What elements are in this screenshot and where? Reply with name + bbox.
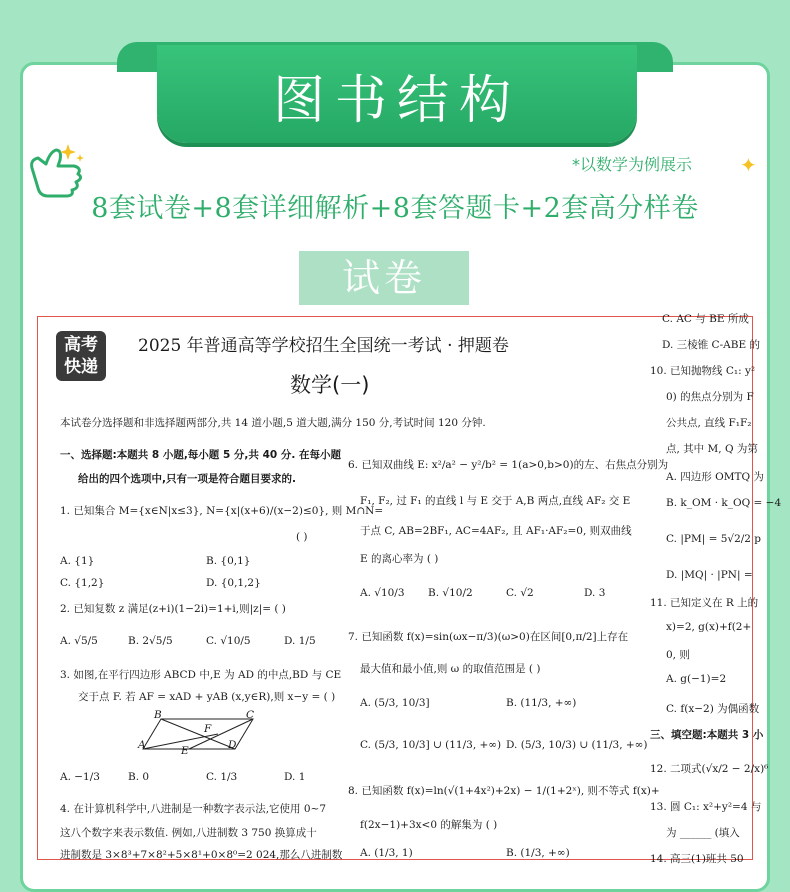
exam-title: 2025 年普通高等学校招生全国统一考试 · 押题卷 (138, 336, 509, 356)
question-4-line3: 进制数是 3×8³+7×8²+5×8¹+0×8⁰=2 024,那么八进制数 (60, 849, 343, 861)
question-11: 11. 已知定义在 R 上的 (650, 597, 759, 609)
q1-option-b: B. {0,1} (206, 555, 251, 567)
question-13-line2: 为 ______ (填入 (666, 827, 740, 839)
question-7: 7. 已知函数 f(x)=sin(ωx−π/3)(ω>0)在区间[0,π/2]上存在 (348, 631, 629, 643)
question-7-line2: 最大值和最小值,则 ω 的取值范围是 ( ) (360, 663, 541, 675)
fig-label-f: F (204, 723, 212, 735)
q8-option-b: B. (1/3, +∞) (506, 847, 570, 859)
question-6: 6. 已知双曲线 E: x²/a² − y²/b² = 1(a>0,b>0)的左、右焦点分别为 (348, 459, 669, 471)
question-3-cont: 交于点 F. 若 AF = xAD + yAB (x,y∈R),则 x−y = ( ) (78, 691, 336, 703)
q11-option-c: C. f(x−2) 为偶函数 (666, 703, 760, 715)
question-10-line2: 0) 的焦点分别为 F (666, 391, 754, 403)
question-12: 12. 二项式(√x/2 − 2/x)⁶ (650, 763, 769, 775)
question-14: 14. 高三(1)班共 50 (650, 853, 744, 865)
q3-option-b: B. 0 (128, 771, 150, 783)
question-6-line2: F₁, F₂, 过 F₁ 的直线 l 与 E 交于 A,B 两点,直线 AF₂ 交 E (360, 495, 631, 507)
exam-intro: 本试卷分选择题和非选择题两部分,共 14 道小题,5 道大题,满分 150 分,考试时间 120 分钟. (60, 417, 486, 429)
question-10-line4: 点, 其中 M, Q 为第 (666, 443, 758, 455)
gaokao-kuaidi-logo: 高考 快递 (56, 331, 106, 381)
question-4: 4. 在计算机科学中,八进制是一种数字表示法,它使用 0~7 (60, 803, 327, 815)
question-3: 3. 如图,在平行四边形 ABCD 中,E 为 AD 的中点,BD 与 CE (60, 669, 342, 681)
q2-option-d: D. 1/5 (284, 635, 316, 647)
q10-option-b: B. k_OM · k_OQ = −4 (666, 497, 782, 509)
question-10-line3: 公共点, 直线 F₁F₂ (666, 417, 752, 429)
answer-paren: ( ) (296, 531, 308, 543)
section-heading: 一、选择题:本题共 8 小题,每小题 5 分,共 40 分. 在每小题 (60, 449, 341, 461)
q10-option-a: A. 四边形 OMTQ 为 (666, 471, 764, 483)
q9-option-d: D. 三棱锥 C-ABE 的 (662, 339, 760, 351)
q6-option-c: C. √2 (506, 587, 534, 599)
q6-option-d: D. 3 (584, 587, 606, 599)
question-4-line2: 这八个数字来表示数值. 例如,八进制数 3 750 换算成十 (60, 827, 317, 839)
section-heading-cont: 给出的四个选项中,只有一项是符合题目要求的. (78, 473, 296, 485)
q6-option-a: A. √10/3 (360, 587, 405, 599)
q3-option-a: A. −1/3 (60, 771, 100, 783)
q7-option-a: A. (5/3, 10/3] (360, 697, 430, 709)
q3-option-d: D. 1 (284, 771, 306, 783)
q3-option-c: C. 1/3 (206, 771, 238, 783)
q2-option-c: C. √10/5 (206, 635, 251, 647)
q7-option-c: C. (5/3, 10/3] ∪ (11/3, +∞) (360, 739, 502, 751)
question-6-line4: E 的离心率为 ( ) (360, 553, 439, 565)
exam-paper-preview (37, 313, 782, 865)
sparkle-icon: ✦ (740, 153, 757, 177)
parallelogram-figure (143, 715, 273, 755)
exam-subject: 数学(一) (290, 373, 370, 397)
fig-label-c: C (246, 709, 255, 721)
question-1: 1. 已知集合 M={x∈N|x≤3}, N={x|(x+6)/(x−2)≤0}, 则 M∩N= (60, 505, 384, 517)
q10-option-c: C. |PM| = 5√2/2 p (666, 533, 762, 545)
section-label: 试卷 (299, 251, 469, 305)
fill-in-section-heading: 三、填空题:本题共 3 小 (650, 729, 764, 741)
q7-option-d: D. (5/3, 10/3) ∪ (11/3, +∞) (506, 739, 648, 751)
q1-option-d: D. {0,1,2} (206, 577, 261, 589)
q1-option-c: C. {1,2} (60, 577, 105, 589)
book-contents-subtitle: 8套试卷+8套详细解析+8套答题卡+2套高分样卷 (91, 193, 699, 224)
question-8: 8. 已知函数 f(x)=ln(√(1+4x²)+2x) − 1/(1+2ˣ), 则不等式 f(x)+ (348, 785, 660, 797)
q7-option-b: B. (11/3, +∞) (506, 697, 577, 709)
q8-option-a: A. (1/3, 1) (360, 847, 413, 859)
question-2: 2. 已知复数 z 满足(z+i)(1−2i)=1+i,则|z|= ( ) (60, 603, 286, 615)
q9-option-c: C. AC 与 BE 所成 (662, 313, 749, 325)
q1-option-a: A. {1} (60, 555, 95, 567)
question-11-line2: x)=2, g(x)+f(2+ (666, 621, 752, 633)
question-8-line2: f(2x−1)+3x<0 的解集为 ( ) (360, 819, 498, 831)
banner-title: 图书结构 (272, 71, 521, 131)
fig-label-b: B (154, 709, 162, 721)
q2-option-a: A. √5/5 (60, 635, 98, 647)
q11-option-a: A. g(−1)=2 (666, 673, 727, 685)
q10-option-d: D. |MQ| · |PN| = (666, 569, 753, 581)
fig-label-d: D (228, 739, 237, 751)
question-13: 13. 圆 C₁: x²+y²=4 与 (650, 801, 762, 813)
q2-option-b: B. 2√5/5 (128, 635, 173, 647)
q6-option-b: B. √10/2 (428, 587, 473, 599)
fig-label-a: A (138, 739, 146, 751)
fig-label-e: E (181, 745, 189, 757)
question-11-line3: 0, 则 (666, 649, 690, 661)
example-note: *以数学为例展示 (572, 155, 693, 174)
question-10: 10. 已知抛物线 C₁: y² (650, 365, 756, 377)
question-6-line3: 于点 C, AB=2BF₁, AC=4AF₂, 且 AF₁·AF₂=0, 则双曲线 (360, 525, 632, 537)
